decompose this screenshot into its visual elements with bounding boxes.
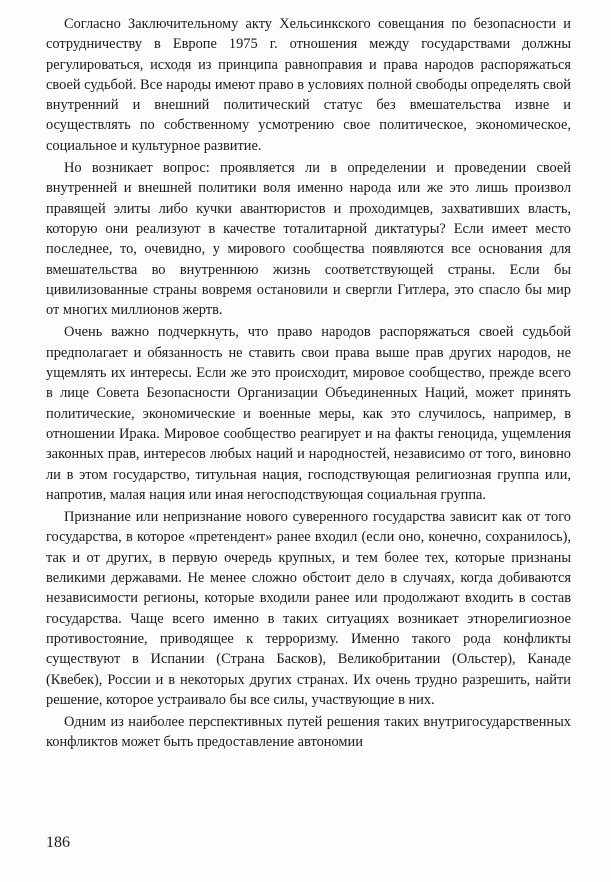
paragraph-will-of-people: Но возникает вопрос: проявляется ли в определении и проведении своей внутренней и внешней политики воля именно народа или же это лишь произвол правящей элиты либо кучки авантюристов и проходимцев, захвативших власть, которую они реализуют в качестве тоталитарной диктатуры? Если имеет место последнее, то, очевидно, у мирового сообщества появляются все основания для вмешательства во внутреннюю жизнь соответствующей страны. Если бы цивилизованные страны вовремя остановили и свергли Гитлера, это спасло бы мир от многих миллионов жертв. <box>46 160 571 319</box>
paragraph-autonomy: Одним из наиболее перспективных путей решения таких внутригосударственных конфликтов может быть предоставление автономии <box>46 714 571 751</box>
paragraph-recognition-of-states: Признание или непризнание нового суверенного государства зависит как от того государства, в которое «претендент» ранее входил (если оно, конечно, сохранилось), так и от других, в первую очередь крупных, и тем более тех, которые признаны великими державами. Не менее сложно обстоит дело в случаях, когда добиваются независимости регионы, которые входили ранее или продолжают входить в состав государства. Чаще всего именно в таких ситуациях возникает этнорелигиозное противостояние, приводящее к терроризму. Именно такого рода конфликты существуют в Испании (Страна Басков), Великобритании (Ольстер), Канаде (Квебек), России и в некоторых других странах. Их очень трудно разрешить, найти решение, которое устраивало бы все силы, участвующие в них. <box>46 509 571 708</box>
paragraph-rights-and-obligations: Очень важно подчеркнуть, что право народов распоряжаться своей судьбой предполагает и обязанность не ставить свои права выше прав других народов, не ущемлять их интересы. Если же это происходит, мировое сообщество, прежде всего в лице Совета Безопасности Организации Объединенных Наций, может принять политические, экономические и военные меры, как это случилось, например, в отношении Ирака. Мировое сообщество реагирует и на факты геноцида, ущемления законных прав, интересов любых наций и народностей, независимо от того, виновно ли в этом государство, титульная нация, господствующая религиозная группа или, напротив, малая нация или иная негосподствующая социальная группа. <box>46 324 571 503</box>
paragraph-helsinki-act: Согласно Заключительному акту Хельсинкского совещания по безопасности и сотрудничеству в Европе 1975 г. отношения между государствами должны регулироваться, исходя из принципа равноправия и права народов распоряжаться своей судьбой. Все народы имеют право в условиях полной свободы определять свой внутренний и внешний политический статус без вмешательства извне и осуществлять по собственному усмотрению свое политическое, экономическое, социальное и культурное развитие. <box>46 16 571 154</box>
page-number: 186 <box>46 834 70 851</box>
body-text <box>46 14 571 753</box>
